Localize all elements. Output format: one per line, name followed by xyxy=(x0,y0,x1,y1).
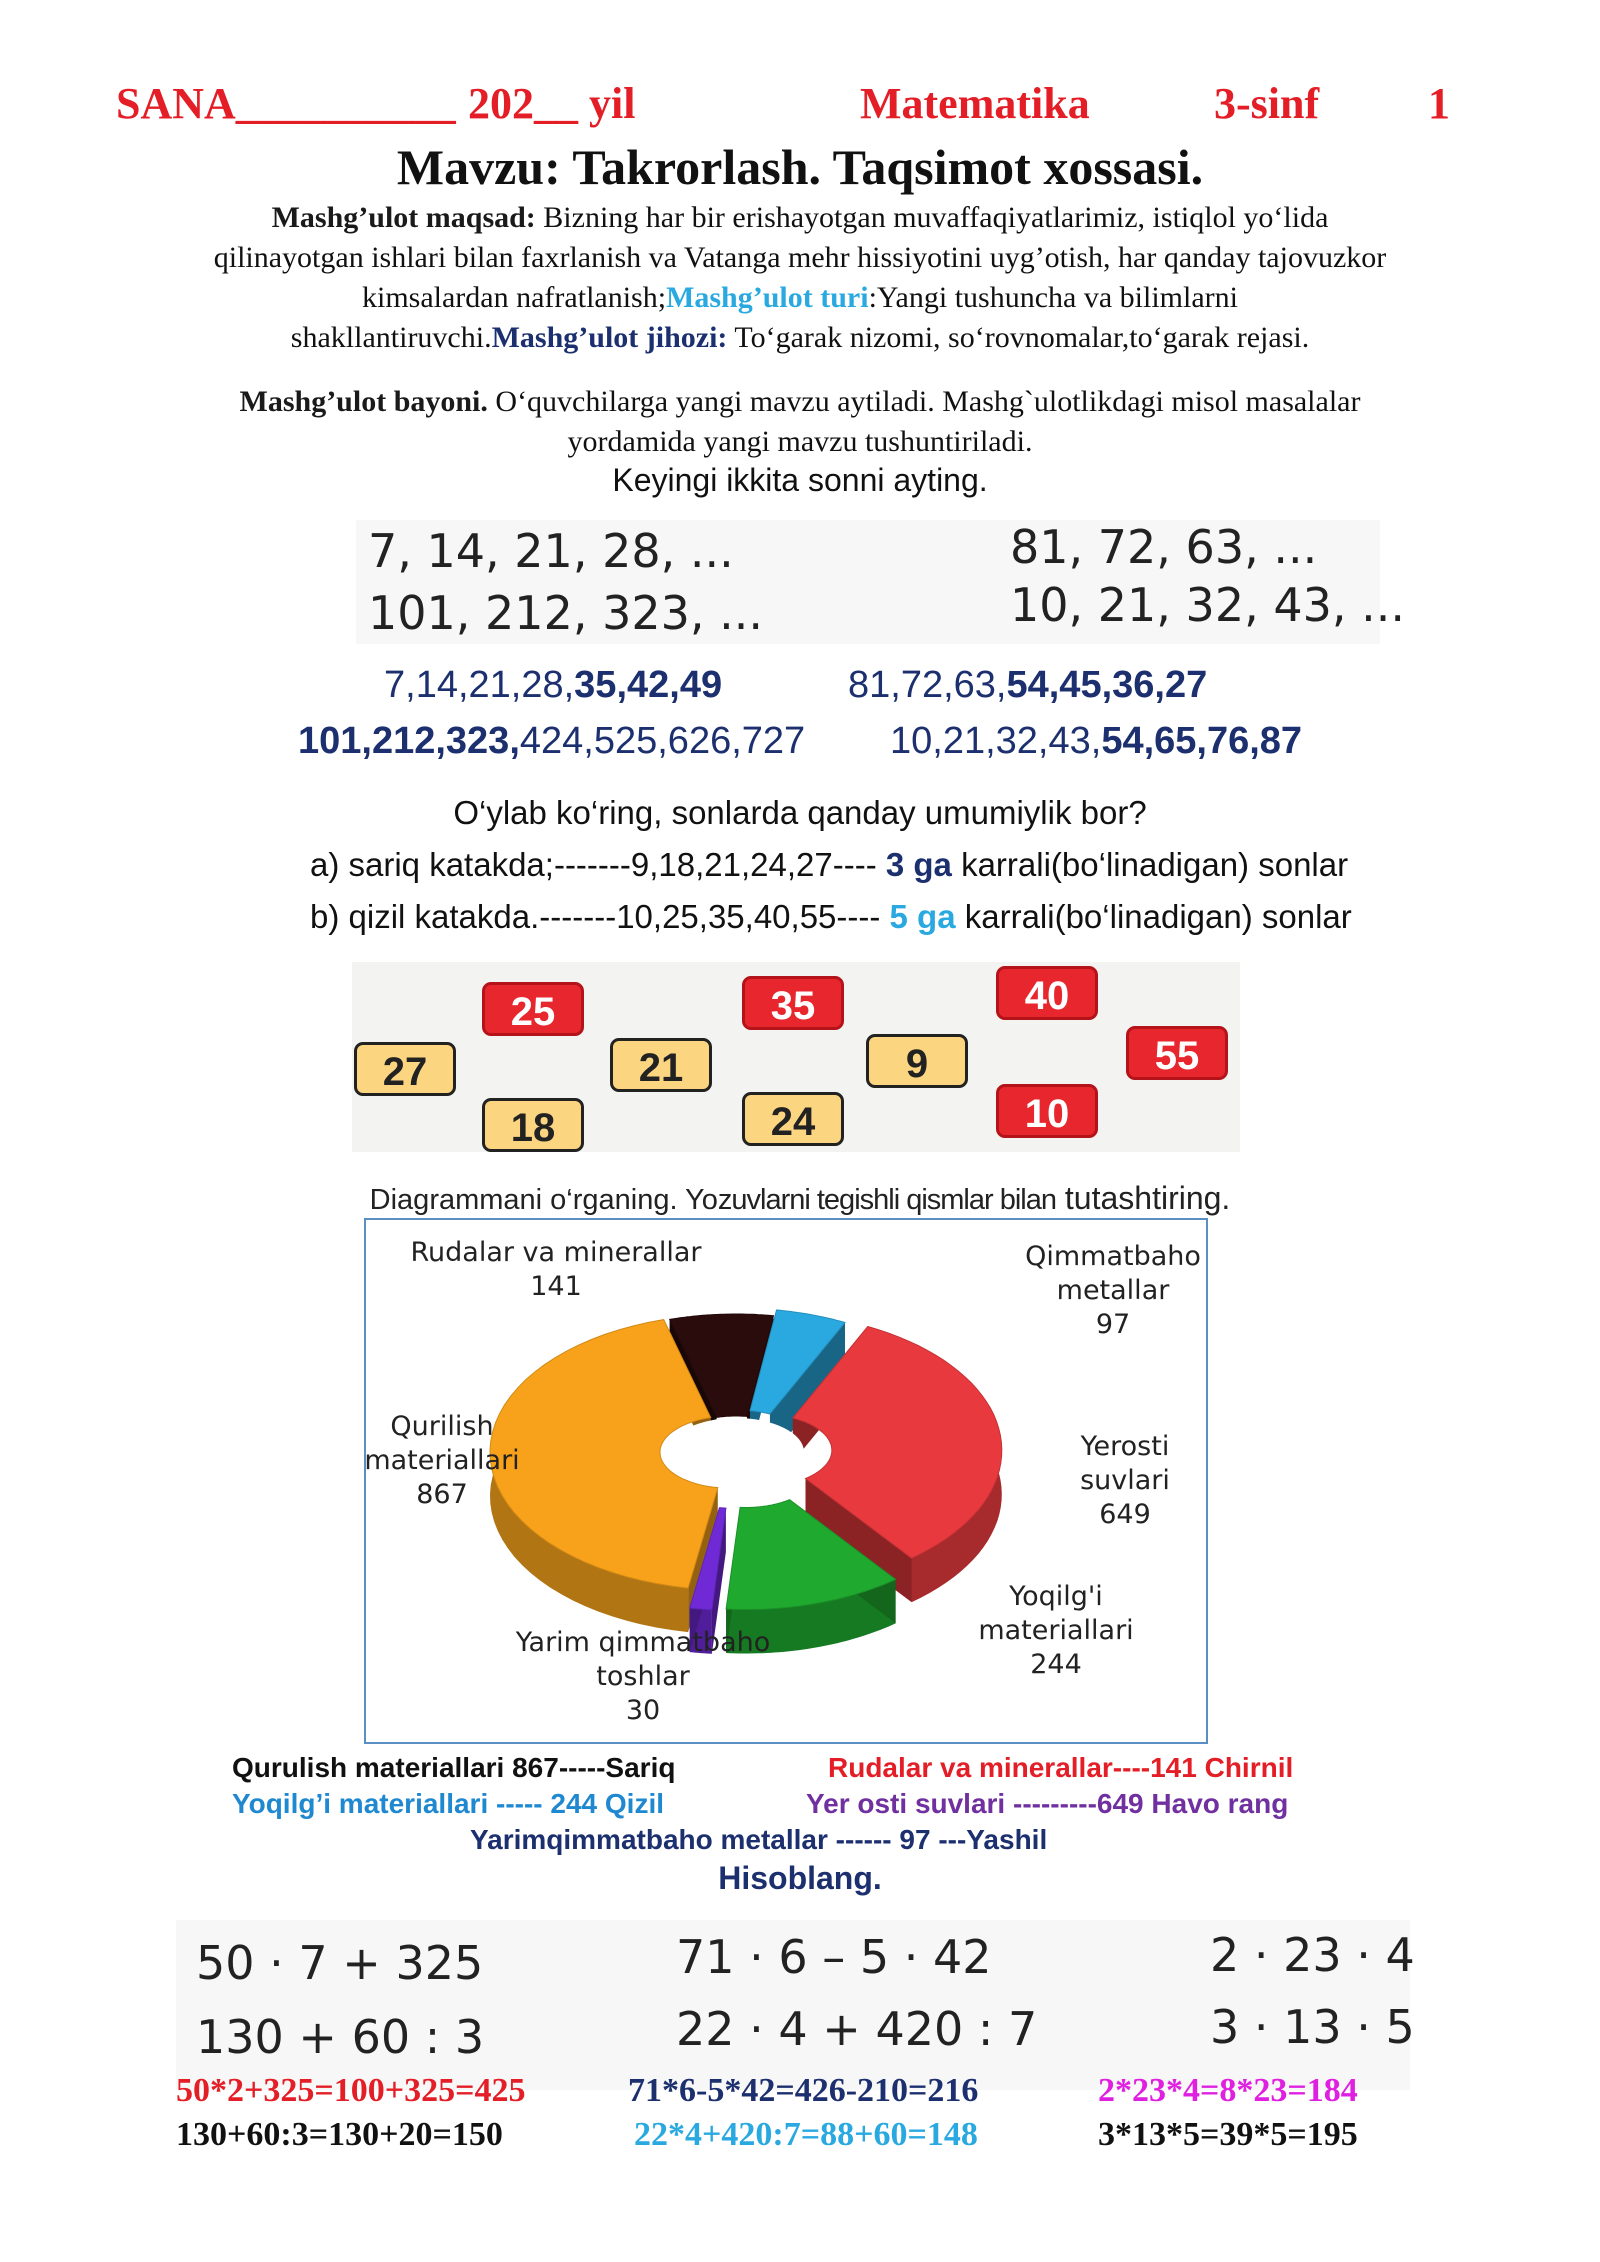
legend-5: Yarimqimmatbaho metallar ------ 97 ---Yashil xyxy=(470,1824,1048,1855)
question-a-prefix: a) sariq katakda;-------9,18,21,24,27---- xyxy=(310,846,886,883)
label-qurilish-line-0: Qurilish xyxy=(390,1411,494,1442)
label-yarim-line-1: toshlar xyxy=(596,1661,690,1692)
exercise-4: 22 · 4 + 420 : 7 xyxy=(676,2002,1038,2056)
tile-40: 40 xyxy=(996,966,1098,1020)
type-text: :Yangi tushuncha va bilimlarni xyxy=(868,281,1238,314)
result-2: 130+60:3=130+20=150 xyxy=(176,2116,503,2153)
goal-text-1: Bizning har bir erishayotgan muvaffaqiyatlarimiz, istiqlol yo‘lida xyxy=(535,201,1329,234)
question-a-highlight: 3 ga xyxy=(885,846,952,883)
equipment-text: To‘garak nizomi, so‘rovnomalar,to‘garak rejasi. xyxy=(727,321,1310,354)
label-yerosti xyxy=(1050,1430,1200,1532)
label-yoqilgi-line-1: materiallari xyxy=(978,1615,1134,1646)
sequence-1: 7, 14, 21, 28, ... xyxy=(368,524,734,578)
result-4: 22*4+420:7=88+60=148 xyxy=(634,2116,978,2153)
label-yoqilgi-line-2: 244 xyxy=(1030,1649,1082,1680)
label-yoqilgi xyxy=(966,1580,1146,1682)
exercise-5: 2 · 23 · 4 xyxy=(1210,1928,1415,1982)
question-text: O‘ylab ko‘ring, sonlarda qanday umumiylik bor? xyxy=(453,794,1147,831)
goal-label: Mashg’ulot maqsad: xyxy=(271,201,536,234)
label-qurilish-line-2: 867 xyxy=(416,1479,468,1510)
type-label: Mashg’ulot turi xyxy=(666,281,869,314)
answer-2 xyxy=(298,720,805,763)
label-qurilish xyxy=(362,1410,522,1512)
label-yerosti-line-2: 649 xyxy=(1099,1499,1151,1530)
label-yerosti-line-1: suvlari xyxy=(1080,1465,1170,1496)
answer-2-next: 424,525,626,727 xyxy=(519,720,806,762)
date-field: SANA__________ xyxy=(116,79,456,128)
tile-25: 25 xyxy=(482,982,584,1036)
tile-10: 10 xyxy=(996,1084,1098,1138)
answer-2-given: 101,212,323, xyxy=(298,720,520,762)
answer-4 xyxy=(890,720,1302,763)
question-a-suffix: karrali(bo‘linadigan) sonlar xyxy=(951,846,1349,883)
page-number: 1 xyxy=(1428,79,1450,128)
label-yoqilgi-line-0: Yoqilg'i xyxy=(1009,1581,1103,1612)
answer-3 xyxy=(848,664,1207,707)
legend-1: Qurulish materiallari 867-----Sariq xyxy=(232,1752,676,1783)
task-diagram-part-3: tutashtiring. xyxy=(1056,1180,1231,1216)
question-b xyxy=(310,898,1352,936)
header-line xyxy=(0,78,1600,138)
answer-1-given: 7,14,21,28, xyxy=(384,664,575,706)
tile-18: 18 xyxy=(482,1098,584,1152)
exercise-1: 50 · 7 + 325 xyxy=(196,1936,484,1990)
tile-35: 35 xyxy=(742,976,844,1030)
tile-27: 27 xyxy=(354,1042,456,1096)
year-field: 202__ yil xyxy=(468,79,636,128)
number-tiles-image xyxy=(352,962,1240,1152)
sequence-4: 10, 21, 32, 43, ... xyxy=(1010,578,1405,632)
bayoni-text-2: yordamida yangi mavzu tushuntiriladi. xyxy=(567,425,1033,458)
answer-4-given: 10,21,32,43, xyxy=(890,720,1102,762)
legend-4: Yer osti suvlari ---------649 Havo rang xyxy=(806,1788,1289,1819)
bayoni-text-1: O‘quvchilarga yangi mavzu aytiladi. Mashg`ulotlikdagi misol masalalar xyxy=(487,385,1361,418)
question-b-suffix: karrali(bo‘linadigan) sonlar xyxy=(955,898,1352,935)
sequence-image xyxy=(356,520,1405,644)
label-qimmatbaho-line-0: Qimmatbaho xyxy=(1025,1241,1201,1272)
task-calculate: Hisoblang. xyxy=(718,1860,882,1896)
label-qimmatbaho-line-2: 97 xyxy=(1095,1309,1131,1340)
task-diagram-part-2: zuvlarni tegishli qismlar bilan xyxy=(717,1184,1056,1216)
exercise-3: 71 · 6 – 5 · 42 xyxy=(676,1930,992,1984)
legend-2: Rudalar va minerallar----141 Chirnil xyxy=(828,1752,1294,1783)
result-3: 71*6-5*42=426-210=216 xyxy=(628,2072,979,2109)
question-b-highlight: 5 ga xyxy=(889,898,956,935)
answer-3-next: 54,45,36,27 xyxy=(1006,664,1208,706)
tile-21: 21 xyxy=(610,1038,712,1092)
legend-3: Yoqilg’i materiallari ----- 244 Qizil xyxy=(232,1788,665,1819)
exercise-2: 130 + 60 : 3 xyxy=(196,2010,485,2064)
sequence-3: 81, 72, 63, ... xyxy=(1010,520,1318,574)
result-1: 50*2+325=100+325=425 xyxy=(176,2072,526,2109)
label-rudalar-line-1: 141 xyxy=(530,1271,582,1302)
task-next-numbers: Keyingi ikkita sonni ayting. xyxy=(612,462,988,498)
calculation-image xyxy=(176,1920,1415,2090)
answer-1 xyxy=(384,664,722,707)
pie-chart-panel xyxy=(364,1218,1208,1744)
pie-center-hole xyxy=(668,1418,804,1486)
bayoni-paragraph xyxy=(0,382,1600,462)
label-yerosti-line-0: Yerosti xyxy=(1080,1431,1170,1462)
subject: Matematika xyxy=(860,79,1090,128)
answer-3-given: 81,72,63, xyxy=(848,664,1007,706)
goal-text-4: shakllantiruvchi. xyxy=(290,321,492,354)
bayoni-label: Mashg’ulot bayoni. xyxy=(239,385,488,418)
task-diagram-part-1: Diagrammani o‘rganing. Yo xyxy=(369,1184,718,1216)
question-b-prefix: b) qizil katakda.-------10,25,35,40,55---- xyxy=(310,898,890,935)
exercise-6: 3 · 13 · 5 xyxy=(1210,2000,1415,2054)
goal-text-3: kimsalardan nafratlanish; xyxy=(362,281,667,314)
sequence-2: 101, 212, 323, ... xyxy=(368,586,763,640)
tile-24: 24 xyxy=(742,1092,844,1146)
page-title: Mavzu: Takrorlash. Taqsimot xossasi. xyxy=(396,139,1204,195)
result-6: 3*13*5=39*5=195 xyxy=(1098,2116,1358,2153)
question-a xyxy=(310,846,1348,884)
label-yarim-line-0: Yarim qimmatbaho xyxy=(515,1627,771,1658)
tile-9: 9 xyxy=(866,1034,968,1088)
grade: 3-sinf xyxy=(1214,79,1320,128)
goal-text-2: qilinayotgan ishlari bilan faxrlanish va Vatanga mehr hissiyotini uyg’otish, har qanday tajovuzkor xyxy=(213,241,1387,274)
tile-55: 55 xyxy=(1126,1026,1228,1080)
goal-paragraph xyxy=(0,198,1600,358)
label-rudalar-line-0: Rudalar va minerallar xyxy=(410,1237,702,1268)
label-qurilish-line-1: materiallari xyxy=(364,1445,520,1476)
answer-4-next: 54,65,76,87 xyxy=(1101,720,1303,762)
answer-1-next: 35,42,49 xyxy=(574,664,723,706)
label-yarim-line-2: 30 xyxy=(625,1695,661,1726)
task-diagram xyxy=(0,1180,1600,1217)
label-rudalar xyxy=(406,1236,706,1304)
equipment-label: Mashg’ulot jihozi: xyxy=(491,321,728,354)
result-5: 2*23*4=8*23=184 xyxy=(1098,2072,1358,2109)
label-yarim xyxy=(498,1626,788,1728)
label-qimmatbaho xyxy=(1018,1240,1208,1342)
label-qimmatbaho-line-1: metallar xyxy=(1056,1275,1170,1306)
